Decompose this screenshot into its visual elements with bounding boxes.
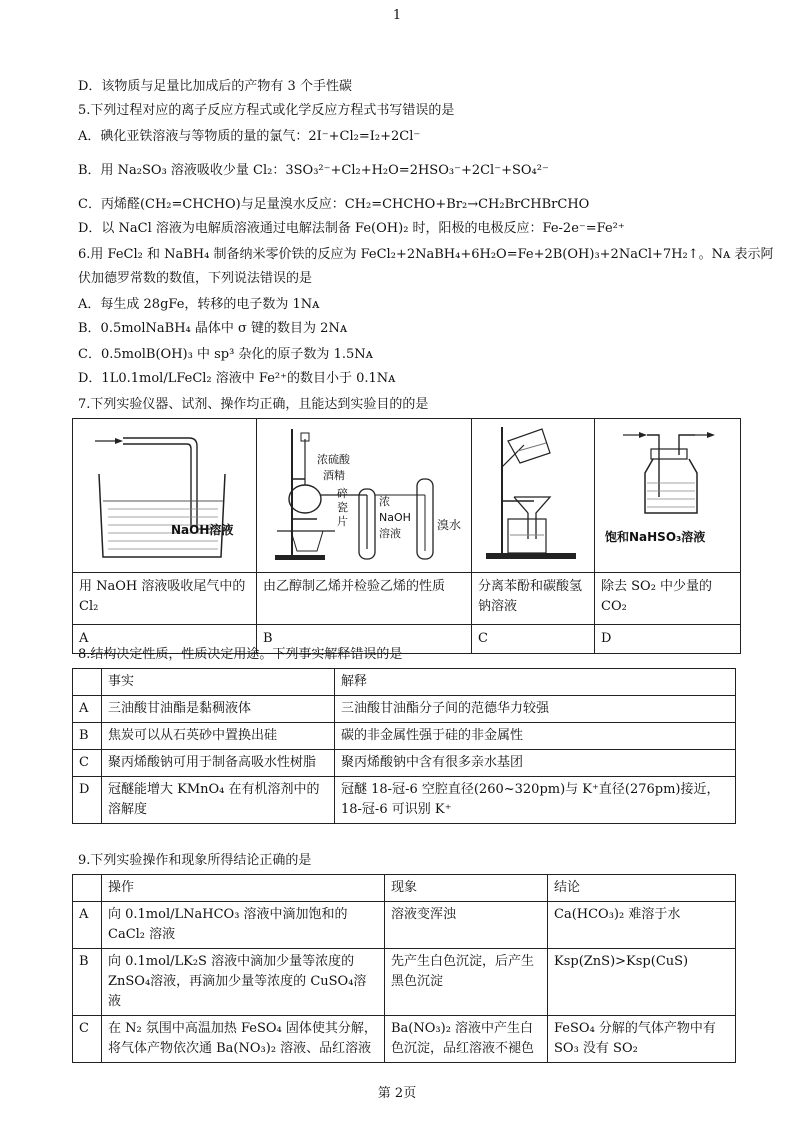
q9-row-b-phenomenon: 先产生白色沉淀，后产生黑色沉淀 (385, 949, 548, 1016)
q8-row-c-explanation: 聚丙烯酸钠中含有很多亲水基团 (335, 750, 736, 777)
q7-stem: 7.下列实验仪器、试剂、操作均正确，且能达到实验目的的是 (78, 397, 429, 412)
q7-fig-b-label-bromine: 溴水 (437, 518, 462, 532)
q7-fig-d-svg (595, 419, 740, 565)
q8-table (72, 668, 736, 824)
q8-row-a-fact: 三油酸甘油酯是黏稠液体 (102, 696, 335, 723)
q5-stem: 5.下列过程对应的离子反应方程式或化学反应方程式书写错误的是 (78, 103, 455, 118)
q7-letter-c: C (472, 625, 595, 654)
q7-fig-b-label-sui: 碎 (337, 487, 348, 500)
q7-fig-b-label-solution: 溶液 (379, 527, 401, 540)
q8-row-d-fact: 冠醚能增大 KMnO₄ 在有机溶剂中的溶解度 (102, 777, 335, 824)
q7-letter-d: D (595, 625, 741, 654)
q7-fig-b-label-pian: 片 (337, 515, 348, 528)
q9-row-c-conclusion: FeSO₄ 分解的气体产物中有 SO₃ 没有 SO₂ (548, 1016, 736, 1063)
q8-row-b-letter: B (73, 723, 102, 750)
q7-caption-c: 分离苯酚和碳酸氢钠溶液 (472, 573, 595, 625)
q8-row-a-explanation: 三油酸甘油酯分子间的范德华力较强 (335, 696, 736, 723)
q9-row-a-operation: 向 0.1mol/LNaHCO₃ 溶液中滴加饱和的 CaCl₂ 溶液 (102, 902, 385, 949)
q8-row-b-explanation: 碳的非金属性强于硅的非金属性 (335, 723, 736, 750)
q7-caption-b: 由乙醇制乙烯并检验乙烯的性质 (257, 573, 472, 625)
q9-header-operation: 操作 (102, 875, 385, 902)
q7-figure-b (257, 419, 472, 573)
q7-fig-a-label: NaOH溶液 (171, 523, 234, 537)
q5-option-a: A．碘化亚铁溶液与等物质的量的氯气：2I⁻+Cl₂=I₂+2Cl⁻ (78, 129, 421, 144)
q7-fig-b-label-naoh: NaOH (379, 511, 411, 524)
q7-figure-c (472, 419, 595, 573)
q8-row-d-explanation: 冠醚 18-冠-6 空腔直径(260~320pm)与 K⁺直径(276pm)接近，18-冠-6 可识别 K⁺ (335, 777, 736, 824)
q8-row-c-letter: C (73, 750, 102, 777)
q4-option-d: D．该物质与足量比加成后的产物有 3 个手性碳 (78, 79, 352, 94)
q6-stem-line1: 6.用 FeCl₂ 和 NaBH₄ 制备纳米零价铁的反应为 FeCl₂+2NaBH₄+6H₂O=Fe+2B(OH)₃+2NaCl+7H₂↑。Nᴀ 表示阿 (78, 247, 774, 262)
q6-option-a: A．每生成 28gFe，转移的电子数为 1Nᴀ (78, 297, 320, 312)
q6-option-c: C．0.5molB(OH)₃ 中 sp³ 杂化的原子数为 1.5Nᴀ (78, 347, 373, 362)
q8-header-explanation: 解释 (335, 669, 736, 696)
q9-row-a-letter: A (73, 902, 102, 949)
q9-row-a-phenomenon: 溶液变浑浊 (385, 902, 548, 949)
q9-table (72, 874, 736, 1063)
q7-fig-b-label-nong: 浓 (379, 495, 390, 508)
q7-caption-a: 用 NaOH 溶液吸收尾气中的 Cl₂ (73, 573, 257, 625)
q7-fig-b-label-ci: 瓷 (337, 501, 348, 514)
q9-row-c-operation: 在 N₂ 氛围中高温加热 FeSO₄ 固体使其分解，将气体产物依次通 Ba(NO₃)₂ 溶液、品红溶液 (102, 1016, 385, 1063)
q7-fig-b-label-alcohol: 酒精 (323, 469, 345, 482)
q8-header-fact: 事实 (102, 669, 335, 696)
q7-caption-d: 除去 SO₂ 中少量的 CO₂ (595, 573, 741, 625)
q7-figure-a (73, 419, 257, 573)
q7-letter-a: A (73, 625, 257, 654)
q8-stem: 8.结构决定性质，性质决定用途。下列事实解释错误的是 (78, 647, 403, 662)
q7-figure-d (595, 419, 741, 573)
q9-row-b-operation: 向 0.1mol/LK₂S 溶液中滴加少量等浓度的 ZnSO₄溶液，再滴加少量等浓度的 CuSO₄溶液 (102, 949, 385, 1016)
q9-header-phenomenon: 现象 (385, 875, 548, 902)
q9-row-b-conclusion: Ksp(ZnS)>Ksp(CuS) (548, 949, 736, 1016)
q7-table (72, 418, 741, 654)
q5-option-b: B．用 Na₂SO₃ 溶液吸收少量 Cl₂：3SO₃²⁻+Cl₂+H₂O=2HSO₃⁻+2Cl⁻+SO₄²⁻ (78, 163, 549, 178)
q8-header-blank (73, 669, 102, 696)
q7-fig-d-label: 饱和NaHSO₃溶液 (605, 530, 706, 544)
q9-row-c-phenomenon: Ba(NO₃)₂ 溶液中产生白色沉淀，品红溶液不褪色 (385, 1016, 548, 1063)
q7-letter-b: B (257, 625, 472, 654)
q9-stem: 9.下列实验操作和现象所得结论正确的是 (78, 853, 312, 868)
q6-option-b: B．0.5molNaBH₄ 晶体中 σ 键的数目为 2Nᴀ (78, 321, 348, 336)
q9-row-c-letter: C (73, 1016, 102, 1063)
q6-option-d: D．1L0.1mol/LFeCl₂ 溶液中 Fe²⁺的数目小于 0.1Nᴀ (78, 371, 396, 386)
q7-fig-b-label-acid: 浓硫酸 (317, 453, 350, 466)
q9-row-a-conclusion: Ca(HCO₃)₂ 难溶于水 (548, 902, 736, 949)
page-footer: 第 2页 (377, 1086, 417, 1101)
q5-option-c: C．丙烯醛(CH₂=CHCHO)与足量溴水反应：CH₂=CHCHO+Br₂→CH₂BrCHBrCHO (78, 197, 590, 212)
q8-row-a-letter: A (73, 696, 102, 723)
q9-header-conclusion: 结论 (548, 875, 736, 902)
q7-fig-c-svg (472, 419, 594, 565)
q9-row-b-letter: B (73, 949, 102, 1016)
q6-stem-line2: 伏加德罗常数的数值，下列说法错误的是 (78, 271, 313, 286)
q7-fig-a-svg (73, 419, 256, 565)
q8-row-c-fact: 聚丙烯酸钠可用于制备高吸水性树脂 (102, 750, 335, 777)
q8-row-d-letter: D (73, 777, 102, 824)
page-number-top: 1 (392, 8, 402, 23)
q9-header-blank (73, 875, 102, 902)
q7-fig-b-svg (257, 419, 471, 565)
q8-row-b-fact: 焦炭可以从石英砂中置换出硅 (102, 723, 335, 750)
q5-option-d: D．以 NaCl 溶液为电解质溶液通过电解法制备 Fe(OH)₂ 时，阳极的电极反应：Fe-2e⁻=Fe²⁺ (78, 221, 625, 236)
